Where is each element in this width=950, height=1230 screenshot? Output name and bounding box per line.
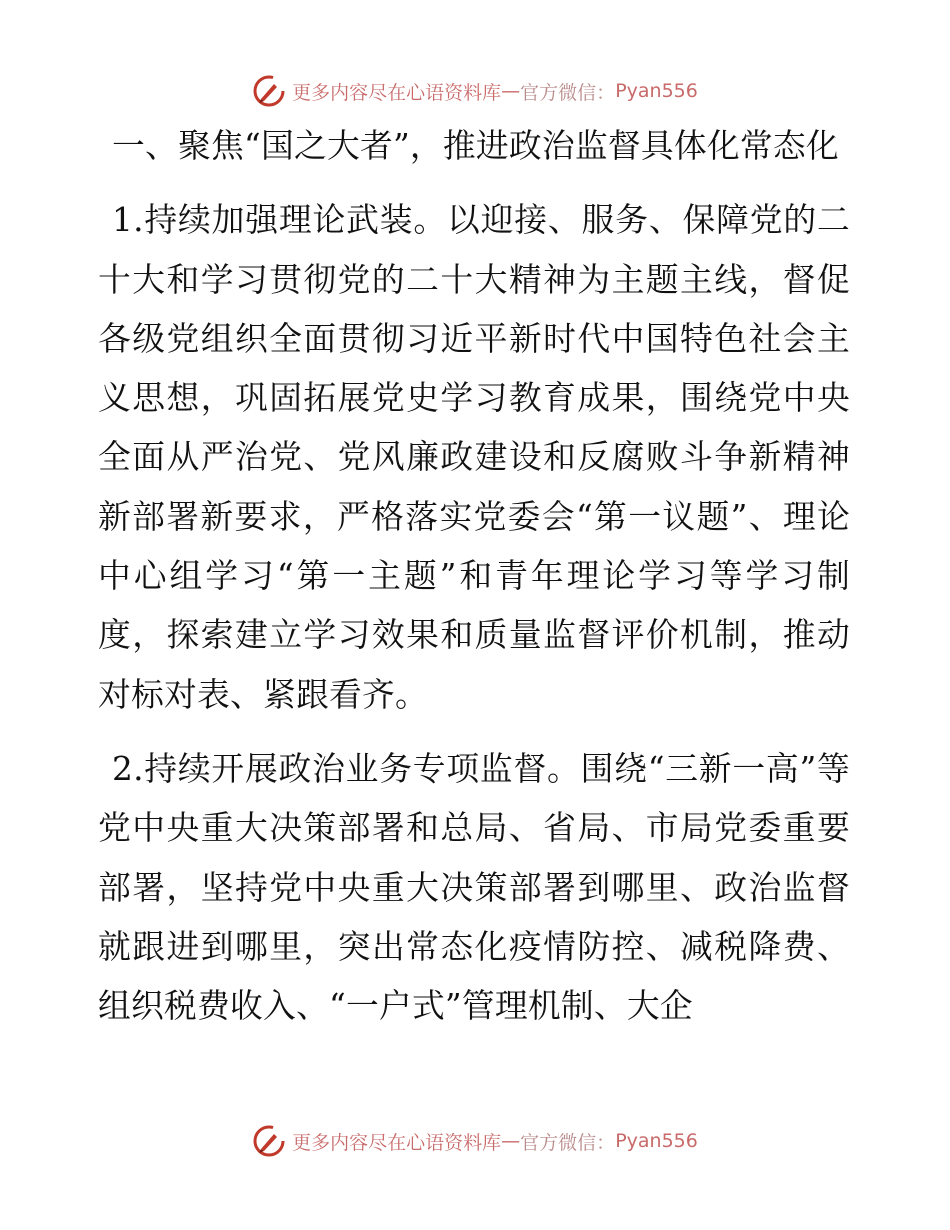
watermark-wechat-label: 官方微信： [520,1131,616,1154]
document-body [98,117,850,1051]
watermark-header [0,71,950,111]
paragraph-1: 1.持续加强理论武装。以迎接、服务、保障党的二十大和学习贯彻党的二十大精神为主题主线，督促各级党组织全面贯彻习近平新时代中国特色社会主义思想，巩固拓展党史学习教育成果，围绕党中央全面从严治党、党风廉政建设和反腐败斗争新精神新部署新要求，严格落实党委会“第一议题”、理论中心组学习“第一主题”和青年理论学习等学习制度，探索建立学习效果和质量监督评价机制，推动对标对表、紧跟看齐。 [98,201,850,714]
paragraph-2: 2.持续开展政治业务专项监督。围绕“三新一高”等党中央重大决策部署和总局、省局、市局党委重要部署，坚持党中央重大决策部署到哪里、政治监督就跟进到哪里，突出常态化疫情防控、减税降费、组织税费收入、“一户式”管理机制、大企 [98,749,850,1026]
watermark-separator: — [501,1130,521,1152]
watermark-main-text: 更多内容尽在心语资料库 [292,81,502,104]
watermark-wechat-id: Pyan556 [615,80,698,102]
ink-pen-logo-icon [252,74,286,108]
watermark-wechat-label: 官方微信： [520,81,616,104]
watermark-wechat-id: Pyan556 [615,1130,698,1152]
section-heading: 一、聚焦“国之大者”，推进政治监督具体化常态化 [112,127,839,165]
ink-pen-logo-icon [252,1124,286,1158]
watermark-separator: — [501,80,521,102]
watermark-footer [0,1121,950,1161]
watermark-main-text: 更多内容尽在心语资料库 [292,1131,502,1154]
